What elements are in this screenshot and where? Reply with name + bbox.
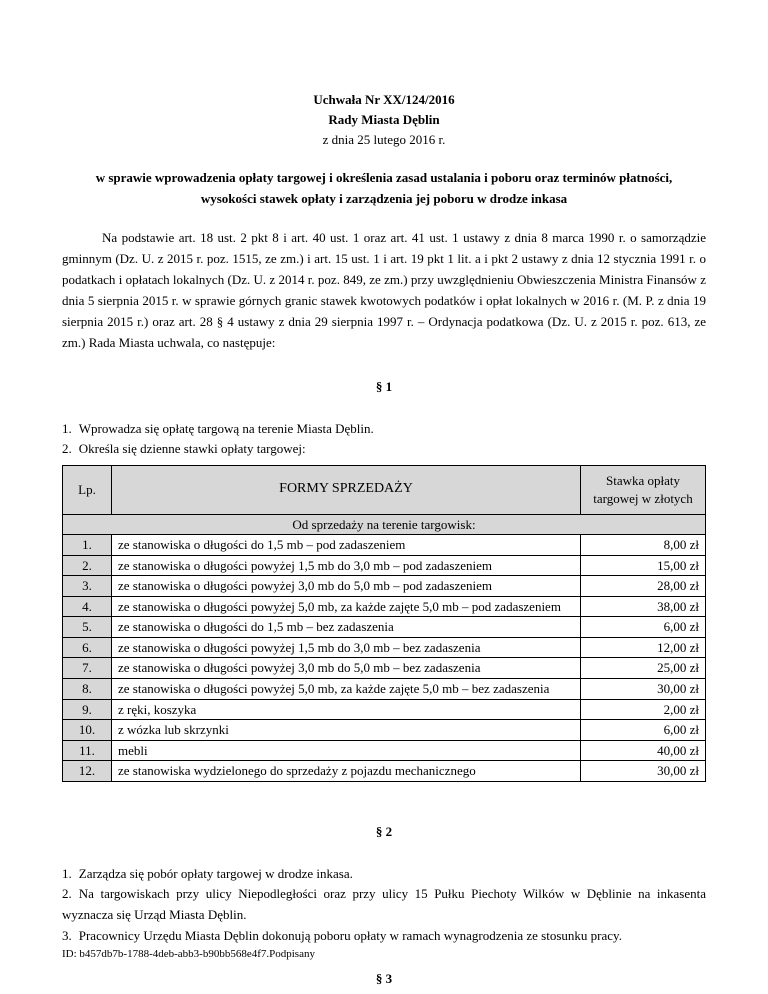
table-row xyxy=(63,740,706,761)
section-2-list xyxy=(62,864,706,947)
list-item xyxy=(62,864,706,885)
row-lp: 10. xyxy=(63,720,112,741)
row-label: ze stanowiska o długości powyżej 3,0 mb do 5,0 mb – pod zadaszeniem xyxy=(112,576,581,597)
column-header-forms: FORMY SPRZEDAŻY xyxy=(112,465,581,514)
row-lp: 2. xyxy=(63,555,112,576)
table-header-row xyxy=(63,465,706,514)
title-resolution-number: Uchwała Nr XX/124/2016 xyxy=(313,92,455,107)
table-row xyxy=(63,699,706,720)
row-lp: 7. xyxy=(63,658,112,679)
row-label: ze stanowiska o długości powyżej 3,0 mb do 5,0 mb – bez zadaszenia xyxy=(112,658,581,679)
column-header-rate: Stawka opłaty targowej w złotych xyxy=(581,465,706,514)
list-item-text: Na targowiskach przy ulicy Niepodległości oraz przy ulicy 15 Pułku Piechoty Wilków w Dęblinie na inkasenta wyznacza się Urząd Miasta Dęblin. xyxy=(62,886,706,923)
table-row xyxy=(63,658,706,679)
section-1-heading: § 1 xyxy=(375,379,393,395)
row-lp: 12. xyxy=(63,761,112,782)
row-label: ze stanowiska o długości powyżej 1,5 mb do 3,0 mb – pod zadaszeniem xyxy=(112,555,581,576)
row-rate: 30,00 zł xyxy=(581,761,706,782)
list-item xyxy=(62,439,706,459)
row-rate: 30,00 zł xyxy=(581,678,706,699)
table-subheader-row xyxy=(63,514,706,535)
row-label: ze stanowiska o długości powyżej 5,0 mb, za każde zajęte 5,0 mb – pod zadaszeniem xyxy=(112,596,581,617)
subject-line-2: wysokości stawek opłaty i zarządzenia jej poboru w drodze inkasa xyxy=(200,191,568,207)
table-body xyxy=(63,514,706,781)
table-row xyxy=(63,720,706,741)
document-title xyxy=(62,90,706,150)
row-lp: 5. xyxy=(63,617,112,638)
title-council-name: Rady Miasta Dęblin xyxy=(328,112,440,128)
list-item xyxy=(62,884,706,926)
document-id-footer: ID: b457db7b-1788-4deb-abb3-b90bb568e4f7.Podpisany xyxy=(62,948,315,960)
list-item-text: Określa się dzienne stawki opłaty targowej: xyxy=(78,441,306,457)
list-item-number: 1. xyxy=(62,421,72,437)
row-lp: 6. xyxy=(63,637,112,658)
row-label: ze stanowiska o długości do 1,5 mb – bez zadaszenia xyxy=(112,617,581,638)
table-row xyxy=(63,576,706,597)
list-item-text: Pracownicy Urzędu Miasta Dęblin dokonują poboru opłaty w ramach wynagrodzenia ze stosunku pracy. xyxy=(78,928,622,944)
table-row xyxy=(63,637,706,658)
row-rate: 12,00 zł xyxy=(581,637,706,658)
row-label: z ręki, koszyka xyxy=(112,699,581,720)
section-3-heading: § 3 xyxy=(375,970,393,986)
section-2-heading: § 2 xyxy=(375,823,393,839)
row-label: z wózka lub skrzynki xyxy=(112,720,581,741)
list-item-text: Wprowadza się opłatę targową na terenie Miasta Dęblin. xyxy=(78,421,374,437)
row-label: ze stanowiska o długości do 1,5 mb – pod zadaszeniem xyxy=(112,535,581,556)
table-row xyxy=(63,678,706,699)
row-rate: 40,00 zł xyxy=(581,740,706,761)
column-header-lp: Lp. xyxy=(63,465,112,514)
title-date: z dnia 25 lutego 2016 r. xyxy=(322,132,446,148)
list-item-number: 3. xyxy=(62,928,72,944)
legal-preamble: Na podstawie art. 18 ust. 2 pkt 8 i art. 40 ust. 1 oraz art. 41 ust. 1 ustawy z dnia 8 marca 1990 r. o samorządzie gminnym (Dz. U. z 2015 r. poz. 1515, ze zm.) i art. 15 ust. 1 i art. 19 pkt 1 lit. a i pkt 2 ustawy z dnia 12 stycznia 1991 r. o podatkach i opłatach lokalnych (Dz. U. z 2014 r. poz. 849, ze zm.) przy uwzględnieniu Obwieszczenia Ministra Finansów z dnia 5 sierpnia 2015 r. w sprawie górnych granic stawek kwotowych podatków i opłat lokalnych w 2016 r. (M. P. z dnia 19 sierpnia 2015 r.) oraz art. 28 § 4 ustawy z dnia 29 sierpnia 1997 r. – Ordynacja podatkowa (Dz. U. z 2015 r. poz. 613, ze zm.) Rada Miasta uchwala, co następuje: xyxy=(62,230,706,351)
row-lp: 3. xyxy=(63,576,112,597)
list-item-number: 2. xyxy=(62,441,72,457)
row-label: ze stanowiska o długości powyżej 5,0 mb, za każde zajęte 5,0 mb – bez zadaszenia xyxy=(112,678,581,699)
row-rate: 2,00 zł xyxy=(581,699,706,720)
row-label: mebli xyxy=(112,740,581,761)
row-label: ze stanowiska wydzielonego do sprzedaży z pojazdu mechanicznego xyxy=(112,761,581,782)
subject-line-1: w sprawie wprowadzenia opłaty targowej i określenia zasad ustalania i poboru oraz terminów płatności, xyxy=(95,170,673,186)
list-item-text: Zarządza się pobór opłaty targowej w drodze inkasa. xyxy=(78,865,353,881)
table-row xyxy=(63,535,706,556)
row-rate: 25,00 zł xyxy=(581,658,706,679)
market-fee-rates-table xyxy=(62,465,706,782)
table-header xyxy=(63,465,706,514)
document-subject xyxy=(62,168,706,210)
row-lp: 11. xyxy=(63,740,112,761)
row-label: ze stanowiska o długości powyżej 1,5 mb do 3,0 mb – bez zadaszenia xyxy=(112,637,581,658)
section-1-list xyxy=(62,419,706,459)
list-item-number: 1. xyxy=(62,865,72,881)
row-rate: 28,00 zł xyxy=(581,576,706,597)
list-item xyxy=(62,926,706,947)
row-lp: 9. xyxy=(63,699,112,720)
row-rate: 38,00 zł xyxy=(581,596,706,617)
row-lp: 8. xyxy=(63,678,112,699)
row-rate: 15,00 zł xyxy=(581,555,706,576)
row-lp: 1. xyxy=(63,535,112,556)
row-rate: 8,00 zł xyxy=(581,535,706,556)
table-row xyxy=(63,596,706,617)
row-lp: 4. xyxy=(63,596,112,617)
list-item-number: 2. xyxy=(62,886,72,902)
list-item xyxy=(62,419,706,439)
table-row xyxy=(63,761,706,782)
table-row xyxy=(63,617,706,638)
row-rate: 6,00 zł xyxy=(581,720,706,741)
table-row xyxy=(63,555,706,576)
table-subheader: Od sprzedaży na terenie targowisk: xyxy=(63,514,706,535)
row-rate: 6,00 zł xyxy=(581,617,706,638)
